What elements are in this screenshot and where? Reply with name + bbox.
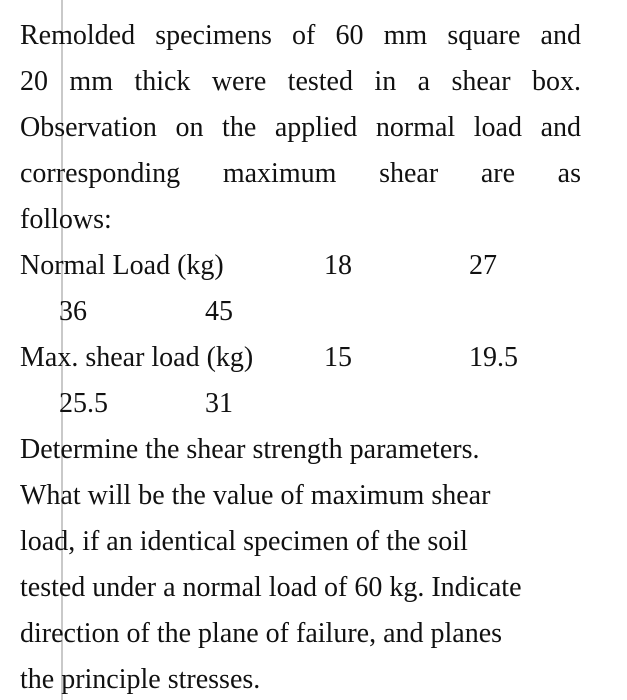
question-line-3: load, if an identical specimen of the soil (20, 526, 468, 557)
question-line-6: the principle stresses. (20, 664, 261, 695)
normal-load-value-4: 45 (205, 296, 233, 327)
normal-load-value-2: 27 (469, 250, 497, 281)
question-line-2: What will be the value of maximum shear (20, 480, 491, 511)
max-shear-label: Max. shear load (kg) (20, 342, 254, 373)
max-shear-value-2: 19.5 (469, 342, 518, 373)
intro-line-1: Remolded specimens of 60 mm square and (20, 20, 581, 51)
intro-line-5: follows: (20, 204, 112, 235)
question-line-4: tested under a normal load of 60 kg. Indicate (20, 572, 522, 603)
normal-load-value-1: 18 (324, 250, 352, 281)
intro-line-2: 20 mm thick were tested in a shear box. (20, 66, 581, 97)
intro-line-3: Observation on the applied normal load and (20, 112, 581, 143)
question-line-1: Determine the shear strength parameters. (20, 434, 480, 465)
normal-load-value-3: 36 (59, 296, 87, 327)
intro-line-4: corresponding maximum shear are as (20, 158, 581, 189)
question-line-5: direction of the plane of failure, and planes (20, 618, 503, 649)
max-shear-value-1: 15 (324, 342, 352, 373)
max-shear-value-3: 25.5 (59, 388, 108, 419)
normal-load-label: Normal Load (kg) (20, 250, 224, 281)
max-shear-value-4: 31 (205, 388, 233, 419)
